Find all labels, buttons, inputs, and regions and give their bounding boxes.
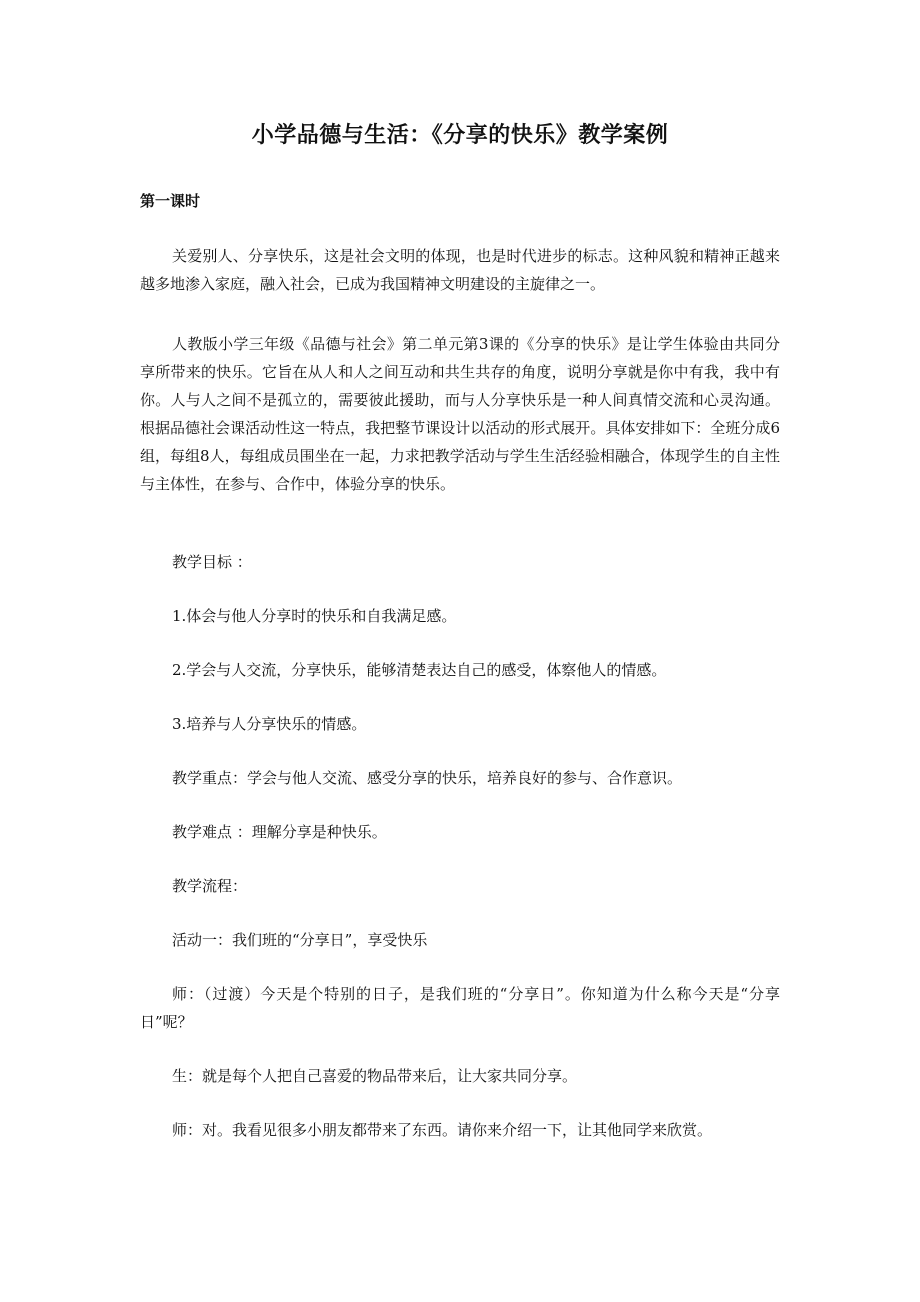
goal-item-3: 3.培养与人分享快乐的情感。 bbox=[172, 715, 367, 733]
process-label: 教学流程： bbox=[172, 877, 248, 895]
section-heading: 第一课时 bbox=[140, 192, 201, 210]
document-title: 小学品德与生活：《分享的快乐》教学案例 bbox=[251, 123, 669, 148]
goals-label: 教学目标 ： bbox=[172, 553, 252, 571]
dialogue-teacher-1: 师：（过渡）今天是个特别的日子，是我们班的“分享日”。你知道为什么称今天是“分享日”呢？ bbox=[140, 985, 780, 1031]
activity-title: 活动一：我们班的“分享日”，享受快乐 bbox=[172, 931, 428, 949]
key-point: 教学重点：学会与他人交流、感受分享的快乐，培养良好的参与、合作意识。 bbox=[172, 769, 683, 787]
goal-item-1: 1.体会与他人分享时的快乐和自我满足感。 bbox=[172, 607, 457, 625]
goal-item-2: 2.学会与人交流，分享快乐，能够清楚表达自己的感受，体察他人的情感。 bbox=[172, 661, 667, 679]
lesson-overview-paragraph: 人教版小学三年级《品德与社会》第二单元第3课的《分享的快乐》是让学生体验由共同分享所带来的快乐。它旨在从人和人之间互动和共生共存的角度，说明分享就是你中有我，我中有你。人与人之间不是孤立的，需要彼此援助，而与人分享快乐是一种人间真情交流和心灵沟通。根据品德社会课活动性这一特点，我把整节课设计以活动的形式展开。具体安排如下：全班分成6组，每组8人，每组成员围坐在一起，力求把教学活动与学生生活经验相融合，体现学生的自主性与主体性，在参与、合作中，体验分享的快乐。 bbox=[140, 335, 780, 493]
dialogue-teacher-2: 师：对。我看见很多小朋友都带来了东西。请你来介绍一下，让其他同学来欣赏。 bbox=[172, 1121, 713, 1139]
dialogue-student-1: 生：就是每个人把自己喜爱的物品带来后，让大家共同分享。 bbox=[172, 1067, 578, 1085]
intro-paragraph: 关爱别人、分享快乐，这是社会文明的体现，也是时代进步的标志。这种风貌和精神正越来越多地渗入家庭，融入社会，已成为我国精神文明建设的主旋律之一。 bbox=[140, 247, 780, 293]
difficulty: 教学难点 ：理解分享是种快乐。 bbox=[172, 823, 387, 841]
